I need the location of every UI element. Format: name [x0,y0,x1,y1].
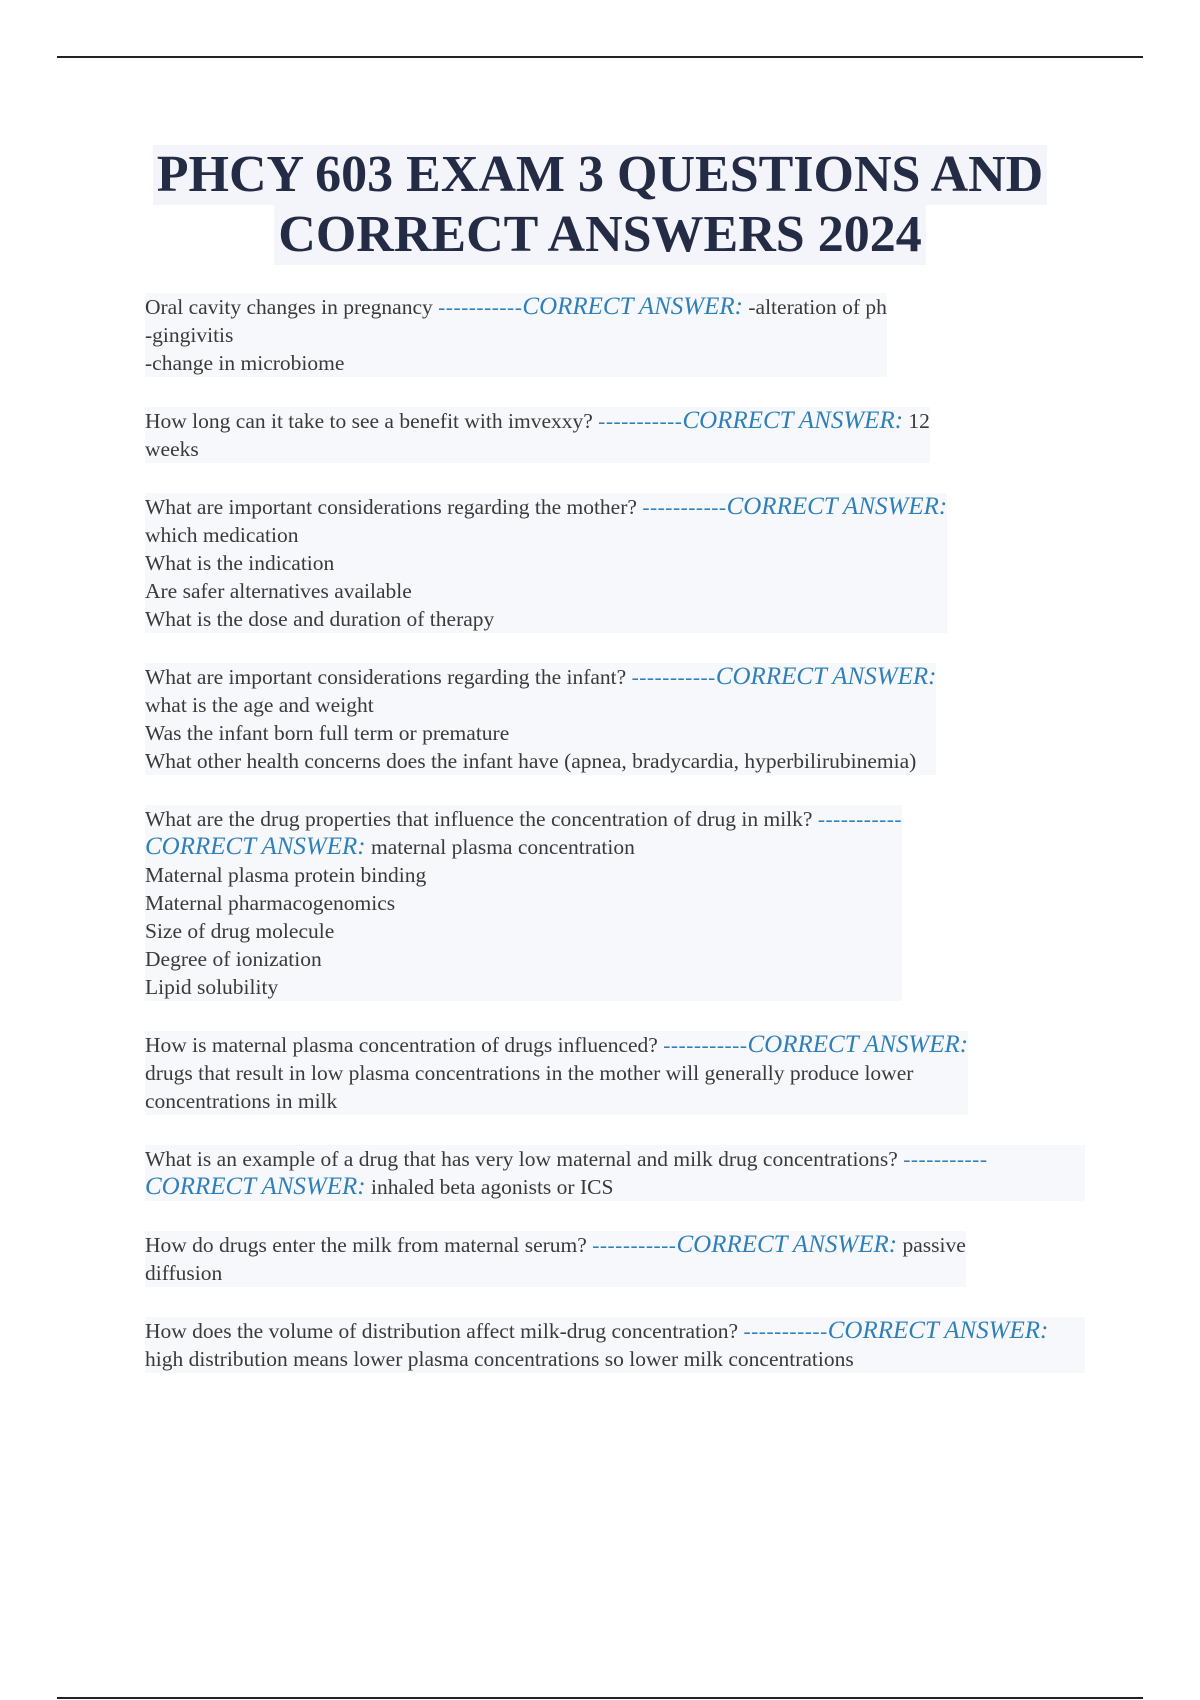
qa-item [145,1145,1085,1201]
question-text: What are important considerations regarding the mother? [145,495,637,519]
answer-line: What is the dose and duration of therapy [145,607,495,631]
qa-item [145,293,1085,377]
qa-list [145,293,1085,1403]
question-text: What is an example of a drug that has very low maternal and milk drug concentrations? [145,1147,898,1171]
qa-item [145,805,1085,1001]
answer-line: Degree of ionization [145,947,322,971]
answer-text: passive [902,1233,966,1257]
title-line-1: PHCY 603 EXAM 3 QUESTIONS AND [153,145,1048,205]
qa-item [145,1231,1085,1287]
answer-text: -alteration of ph [748,295,887,319]
question-text: How do drugs enter the milk from maternal serum? [145,1233,587,1257]
answer-line: -change in microbiome [145,351,345,375]
qa-item [145,407,1085,463]
answer-text: inhaled beta agonists or ICS [370,1175,614,1199]
answer-line: Was the infant born full term or premature [145,721,510,745]
question-text: What are important considerations regarding the infant? [145,665,627,689]
separator: ----------- [817,807,903,831]
correct-answer-label: CORRECT ANSWER: [676,1231,898,1258]
answer-line: What is the indication [145,551,335,575]
qa-item [145,663,1085,775]
document-title [60,145,1140,265]
separator: ----------- [903,1147,988,1171]
question-text: How long can it take to see a benefit with imvexxy? [145,409,593,433]
separator: ----------- [631,665,716,689]
correct-answer-label: CORRECT ANSWER: [145,833,366,860]
top-rule [57,56,1143,58]
question-text: Oral cavity changes in pregnancy [145,295,433,319]
correct-answer-label: CORRECT ANSWER: [726,493,948,520]
separator: ----------- [592,1233,677,1257]
correct-answer-label: CORRECT ANSWER: [715,663,937,690]
answer-line: Are safer alternatives available [145,579,412,603]
qa-item [145,493,1085,633]
separator: ----------- [438,295,523,319]
bottom-rule [57,1697,1143,1699]
correct-answer-label: CORRECT ANSWER: [747,1031,969,1058]
answer-line: Maternal pharmacogenomics [145,891,396,915]
answer-line: Size of drug molecule [145,919,335,943]
answer-text: high distribution means lower plasma concentrations so lower milk concentrations [145,1347,854,1371]
answer-line: diffusion [145,1261,223,1285]
answer-text: maternal plasma concentration [370,835,635,859]
question-text: How is maternal plasma concentration of drugs influenced? [145,1033,658,1057]
answer-line: drugs that result in low plasma concentrations in the mother will generally produce lower [145,1061,914,1085]
answer-text: 12 [908,409,930,433]
correct-answer-label: CORRECT ANSWER: [682,407,904,434]
correct-answer-label: CORRECT ANSWER: [145,1173,366,1200]
answer-line: weeks [145,437,199,461]
correct-answer-label: CORRECT ANSWER: [522,293,743,320]
qa-item [145,1317,1085,1373]
question-text: What are the drug properties that influence the concentration of drug in milk? [145,807,813,831]
qa-item [145,1031,1085,1115]
separator: ----------- [663,1033,748,1057]
answer-line: what is the age and weight [145,693,374,717]
answer-line: What other health concerns does the infant have (apnea, bradycardia, hyperbilirubinemia) [145,749,917,773]
answer-line: -gingivitis [145,323,234,347]
answer-line: Maternal plasma protein binding [145,863,427,887]
answer-line: Lipid solubility [145,975,279,999]
question-text: How does the volume of distribution affect milk-drug concentration? [145,1319,739,1343]
separator: ----------- [598,409,683,433]
title-line-2: CORRECT ANSWERS 2024 [274,205,925,265]
answer-line: concentrations in milk [145,1089,338,1113]
correct-answer-label: CORRECT ANSWER: [827,1317,1049,1344]
answer-line: which medication [145,523,299,547]
separator: ----------- [743,1319,828,1343]
separator: ----------- [642,495,727,519]
